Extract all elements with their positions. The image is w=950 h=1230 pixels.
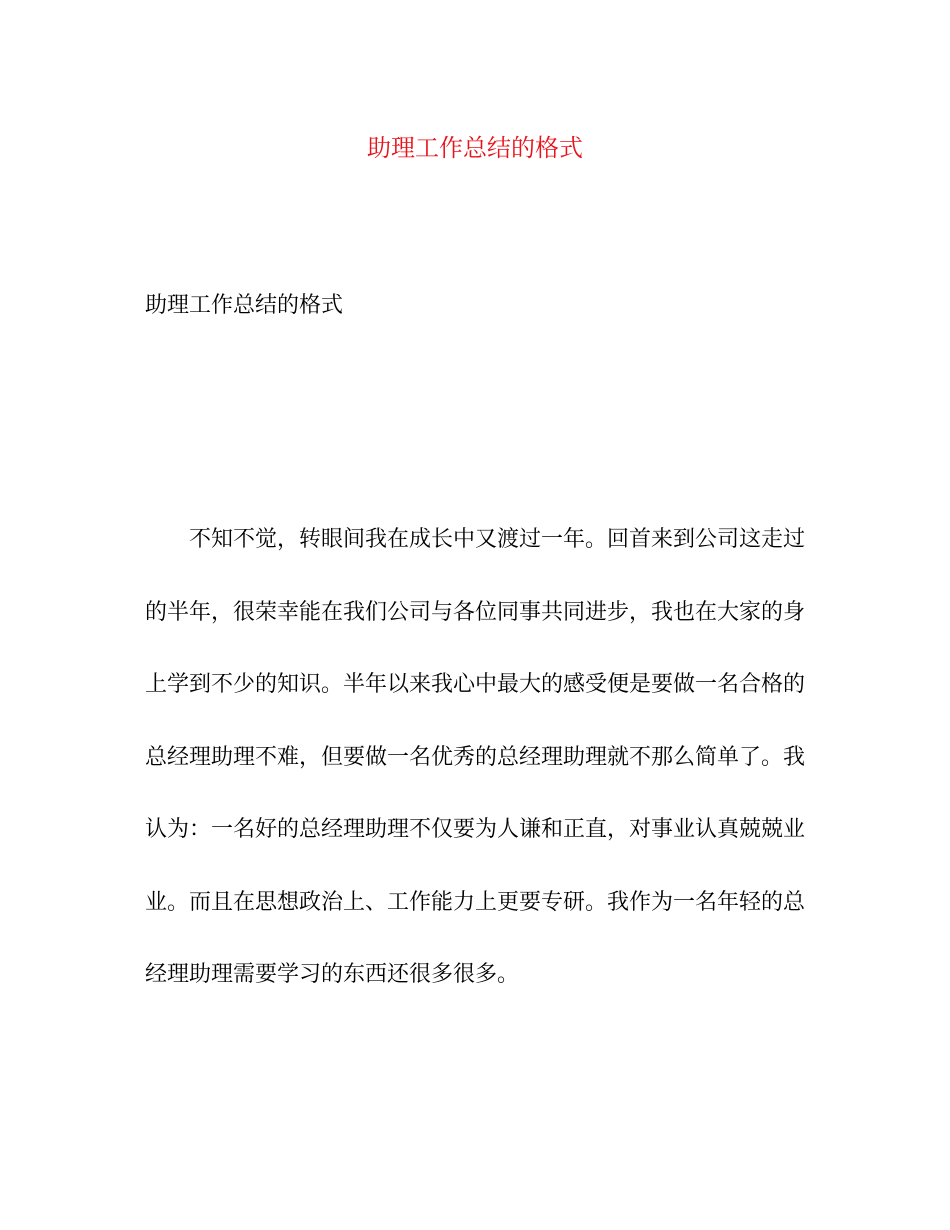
document-subheading: 助理工作总结的格式 [145, 293, 344, 318]
document-title: 助理工作总结的格式 [367, 134, 583, 162]
body-paragraph-text: 不知不觉，转眼间我在成长中又渡过一年。回首来到公司这走过的半年，很荣幸能在我们公司与各位同事共同进步，我也在大家的身上学到不少的知识。半年以来我心中最大的感受便是要做一名合格的总经理助理不难，但要做一名优秀的总经理助理就不那么简单了。我认为：一名好的总经理助理不仅要为人谦和正直，对事业认真兢兢业业。而且在思想政治上、工作能力上更要专研。我作为一名年轻的总经理助理需要学习的东西还很多很多。 [145, 527, 806, 987]
body-paragraph [145, 504, 805, 1012]
